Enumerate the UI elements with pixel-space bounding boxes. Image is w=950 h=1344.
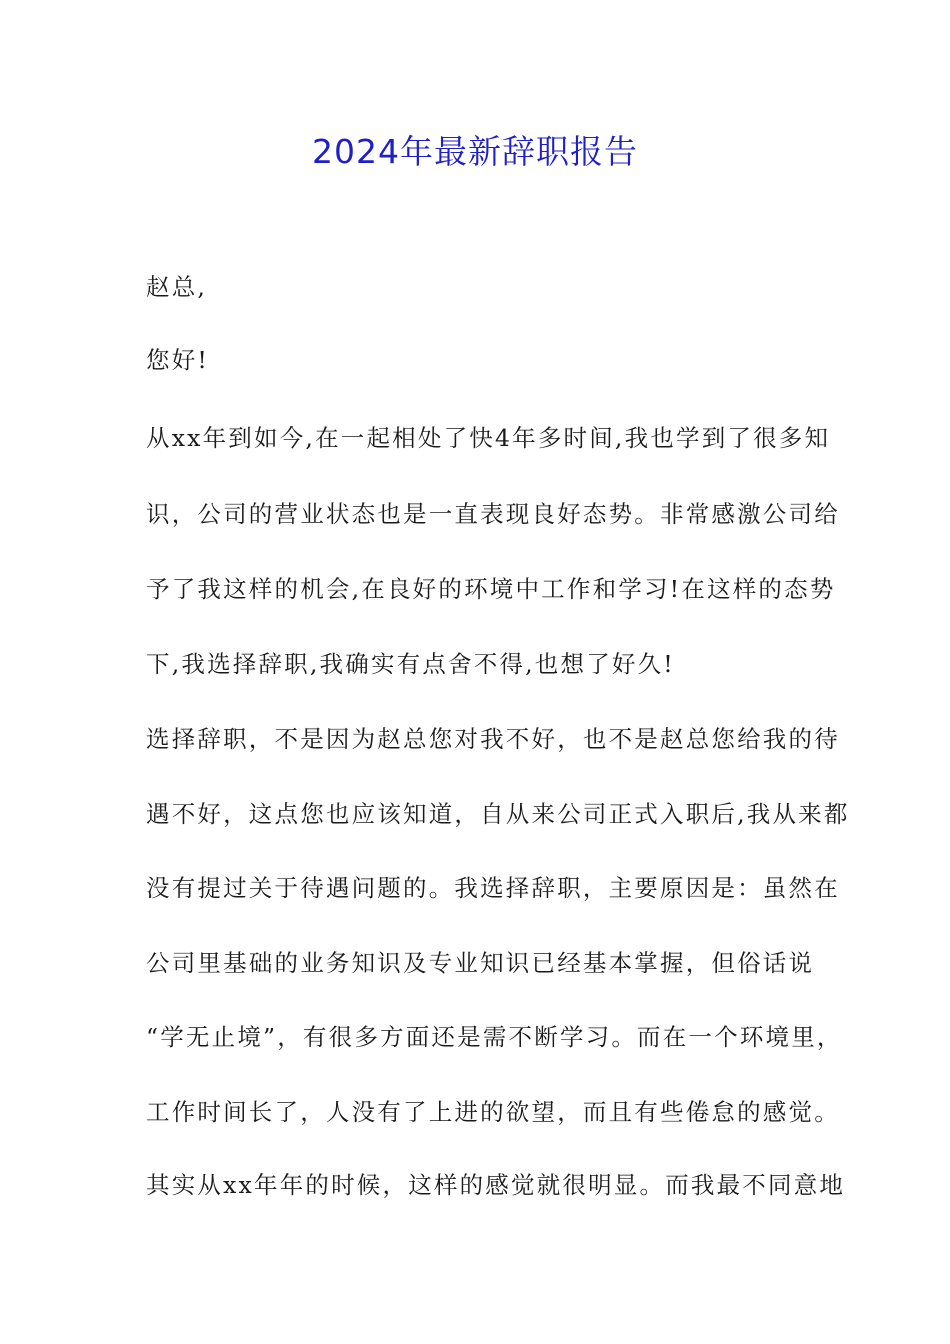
body-line: “学无止境”，有很多方面还是需不断学习。而在一个环境里，: [146, 1023, 843, 1051]
body-line: 公司里基础的业务知识及专业知识已经基本掌握，但俗话说: [146, 949, 815, 977]
body-line: 遇不好，这点您也应该知道，自从来公司正式入职后,我从来都: [146, 800, 850, 828]
body-line: 从xx年到如今,在一起相处了快4年多时间,我也学到了很多知: [146, 424, 831, 452]
body-line: 其实从xx年年的时候，这样的感觉就很明显。而我最不同意地: [146, 1171, 846, 1199]
body-line: 没有提过关于待遇问题的。我选择辞职，主要原因是：虽然在: [146, 874, 840, 902]
body-line: 选择辞职，不是因为赵总您对我不好，也不是赵总您给我的待: [146, 725, 840, 753]
greeting-line: 您好!: [146, 346, 210, 374]
body-line: 予了我这样的机会,在良好的环境中工作和学习!在这样的态势: [146, 575, 836, 603]
body-line: 识，公司的营业状态也是一直表现良好态势。非常感激公司给: [146, 500, 840, 528]
document-title: 2024年最新辞职报告: [312, 132, 638, 171]
salutation-line: 赵总,: [146, 273, 208, 301]
body-line: 工作时间长了，人没有了上进的欲望，而且有些倦怠的感觉。: [146, 1098, 840, 1126]
body-line: 下,我选择辞职,我确实有点舍不得,也想了好久!: [146, 650, 675, 678]
